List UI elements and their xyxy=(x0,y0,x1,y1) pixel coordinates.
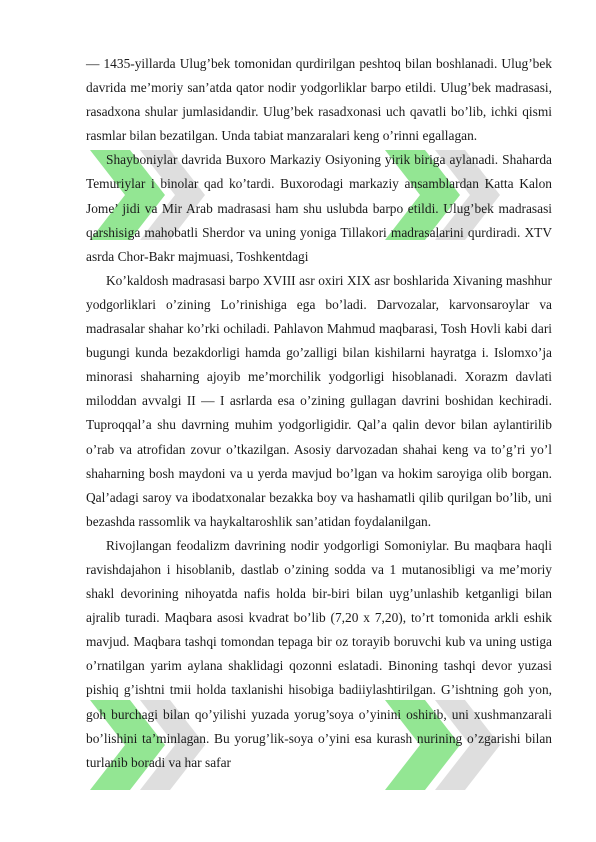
document-body xyxy=(86,52,552,775)
paragraph: Rivojlangan feodalizm davrining nodir yodgorligi Somoniylar. Bu maqbara haqli ravishdajahon i hisoblanib, dastlab o’zining sodda va 1 mutanosibligi va me’moriy shakl devorining nihoyatda nafis holda bir-biri bilan uyg’unlashib ketganligi bilan ajralib turadi. Maqbara asosi kvadrat bo’lib (7,20 x 7,20), to’rt tomonida arkli eshik mavjud. Maqbara tashqi tomondan tepaga bir oz torayib boruvchi kub va uning ustiga o’rnatilgan yarim aylana shaklidagi qozonni eslatadi. Binoning tashqi devor yuzasi pishiq g’ishtni tmii holda taxlanishi hisobiga badiiylashtirilgan. G’ishtning goh yon, goh burchagi bilan qo’yilishi yuzada yorug’soya o’yinini oshirib, uni xushmanzarali bo’lishini ta’minlagan. Bu yorug’lik-soya o’yini esa kurash nurining o’zgarishi bilan turlanib boradi va har safar xyxy=(86,537,552,770)
paragraph: — 1435-yillarda Ulug’bek tomonidan qurdirilgan peshtoq bilan boshlanadi. Ulug’bek davrida me’moriy san’atda qator nodir yodgorliklar barpo etildi. Ulug’bek madrasasi, rasadxona shular jumlasidandir. Ulug’bek rasadxonasi uch qavatli bo’lib, ichki qismi rasmlar bilan bezatilgan. Unda tabiat manzaralari keng o’rinni egallagan. xyxy=(86,56,552,144)
paragraph: Shayboniylar davrida Buxoro Markaziy Osiyoning yirik biriga aylanadi. Shaharda Temuriylar i binolar qad ko’tardi. Buxorodagi markaziy ansamblardan Katta Kalon Jome’ jidi va Mir Arab madrasasi ham shu uslubda barpo etildi. Ulug’bek madrasasi qarshisiga mahobatli Sherdor va uning yoniga Tillakori madrasalarini qurdiradi. XTV asrda Chor-Bakr majmuasi, Toshkentdagi xyxy=(86,152,552,264)
paragraph: Ko’kaldosh madrasasi barpo XVIII asr oxiri XIX asr boshlarida Xivaning mashhur yodgorliklari o’zining Lo’rinishiga ega bo’ladi. Darvozalar, karvonsaroylar va madrasalar shahar ko’rki ochiladi. Pahlavon Mahmud maqbarasi, Tosh Hovli kabi dari bugungi kunda bezakdorligi hamda go’zalligi bilan kishilarni hayratga i. Islomxo’ja minorasi shaharning ajoyib me’morchilik yodgorligi hisoblanadi. Xorazm davlati miloddan avvalgi II — I asrlarda esa o’zining gullagan davrini boshidan kechiradi. Tuproqqal’a shu davrning muhim yodgorligidir. Qal’a qalin devor bilan aylantirilib o’rab va atrofidan zovur o’tkazilgan. Asosiy darvozadan shahai keng va to’g’ri yo’l shaharning bosh maydoni va u yerda mavjud bo’lgan va hokim saroyiga olib borgan. Qal’adagi saroy va ibodatxonalar bezakka boy va hashamatli qilib qurilgan bo’lib, uni bezashda rassomlik va haykaltaroshlik san’atidan foydalanilgan. xyxy=(86,272,552,529)
